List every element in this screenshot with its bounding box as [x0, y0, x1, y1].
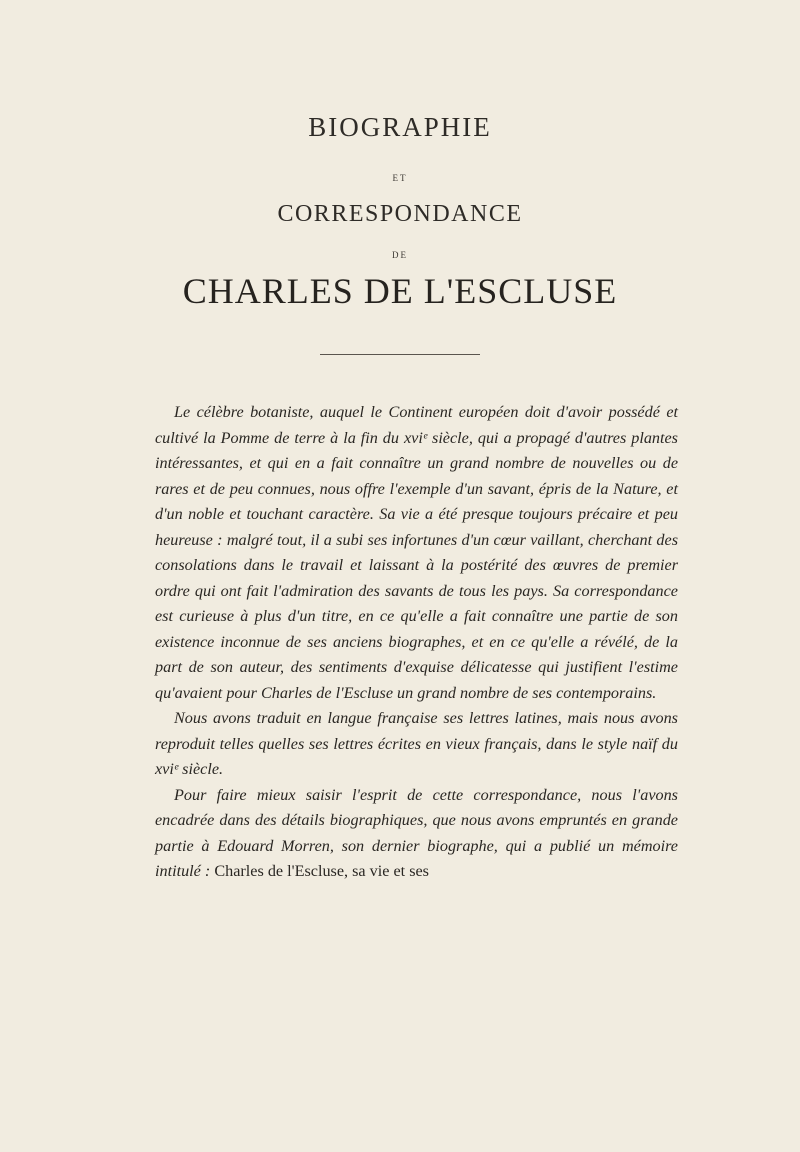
paragraph: Nous avons traduit en langue française ses lettres latines, mais nous avons reproduit telles quelles ses lettres écrites en vieux français, dans le style naïf du xviᵉ siècle.	[155, 709, 678, 778]
title-biographie: BIOGRAPHIE	[308, 112, 492, 142]
title-divider	[320, 354, 480, 355]
paragraph: Le célèbre botaniste, auquel le Continent européen doit d'avoir possédé et cultivé la Pomme de terre à la fin du xviᵉ siècle, qui a propagé d'autres plantes intéressantes, et qui en a fait connaître un grand nombre de nouvelles ou de rares et de peu connues, nous offre l'exemple d'un savant, épris de la Nature, et d'un noble et touchant caractère. Sa vie a été presque toujours précaire et peu heureuse : malgré tout, il a subi ses infortunes d'un cœur vaillant, cherchant des consolations dans le travail et laissant à la postérité des œuvres de premier ordre qui ont fait l'admiration des savants de tous les pays. Sa correspondance est curieuse à plus d'un titre, en ce qu'elle a fait connaître une partie de son existence inconnue de ses anciens biographes, et en ce qu'elle a révélé, de la part de son auteur, des sentiments d'exquise délicatesse qui justifient l'estime qu'avaient pour Charles de l'Escluse un grand nombre de ses contemporains.	[155, 403, 678, 702]
title-de: DE	[392, 250, 408, 260]
paragraph	[155, 783, 678, 885]
title-et: ET	[392, 173, 408, 183]
paragraph-italic-text: Pour faire mieux saisir l'esprit de cette correspondance, nous l'avons encadrée dans des détails biographiques, que nous avons empruntés en grande partie à Edouard Morren, son dernier biographe, qui a publié un mémoire intitulé :	[155, 785, 678, 880]
title-author-name: CHARLES DE L'ESCLUSE	[182, 271, 618, 311]
body-text	[155, 400, 678, 885]
title-correspondance: CORRESPONDANCE	[277, 201, 523, 227]
paragraph-upright-text: Charles de l'Escluse, sa vie et ses	[214, 862, 429, 880]
